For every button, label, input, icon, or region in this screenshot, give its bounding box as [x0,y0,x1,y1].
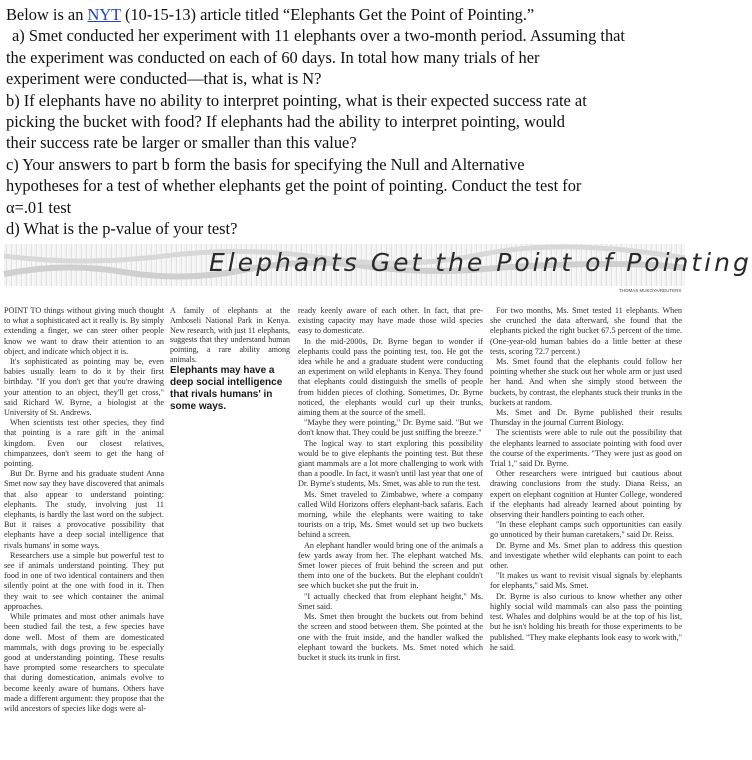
paragraph: Researchers use a simple but powerful test to see if animals understand pointing. They put food in one of two identical containers and then silently point at the one with food in it. Then they wait to see which container the animal approaches. [4,550,164,611]
question-line: experiment were conducted—that is, what is N? [6,69,322,89]
paragraph: But Dr. Byrne and his graduate student Anna Smet now say they have discovered that animals that also appear to understand pointing: elephants. The study, involving just 11 elephants, is hardly the last word on the subject. But it raises a provocative possibility that elephants have a deep social intelligence that rivals humans' in some ways. [4,469,164,550]
nyt-link[interactable]: NYT [87,5,121,24]
paragraph: "Maybe they were pointing," Dr. Byrne said. "But we don't know that. They could be just sniffing the breeze." [298,418,483,438]
photo-credit: THOMAS MUKOYA/REUTERS [619,288,682,293]
paragraph: The scientists were able to rule out the possibility that the elephants learned to associate pointing with food over the course of the experiments. "They were just as good on Trial 1," said Dr. Byrne. [490,428,682,469]
paragraph: While primates and most other animals have been studied fail the test, a few species have done well. Most of them are domesticated mammals, with dogs proving to be especially good at understanding pointing. These results have prompted some researchers to speculate that during domestication, animals evolve to become keenly aware of humans. Others have made a different argument: they propose that the wild ancestors of species like dogs were al- [4,612,164,713]
paragraph: Ms. Smet and Dr. Byrne published their results Thursday in the journal Current Biology. [490,408,682,428]
paragraph: In the mid-2000s, Dr. Byrne began to wonder if elephants could pass the pointing test, too. He got the idea while he and a graduate student were conducting an experiment on wild elephants in Kenya. They found that elephants could distinguish the smells of people from hidden pieces of clothing. Sometimes, Dr. Byrne noticed, the elephants would curl up their trunks, aiming them at the source of the smell. [298,336,483,418]
article-column-1 [4,306,164,756]
paragraph: Dr. Byrne and Ms. Smet plan to address this question and investigate whether wild elephants can point to each other. [490,540,682,571]
question-line: α=.01 test [6,197,72,217]
intro-prefix: Below is an [6,5,88,24]
paragraph: Ms. Smet traveled to Zimbabwe, where a company called Wild Horizons offers elephant-back safaris. Each morning, while the elephants were waiting to take tourists on a trip, Ms. Smet would set up two buckets behind a screen. [298,489,483,540]
paragraph: When scientists test other species, they find that pointing is a rare gift in the animal kingdom. Even our closest relatives, chimpanzees, don't seem to get the hang of pointing. [4,418,164,469]
question-line: their success rate be larger or smaller than this value? [6,133,357,153]
paragraph: Ms. Smet then brought the buckets out from behind the screen and stood between them. She pointed at the one with the fruit inside, and the handler walked the elephant toward the buckets. Ms. Smet noted which bucket it stuck its trunk in first. [298,612,483,662]
paragraph: POINT TO things without giving much thought to what a sophisticated act it really is. By simply extending a finger, we can steer other people know we want to draw their attention to an object, and indicate which object it is. [4,306,164,356]
photo-caption: A family of elephants at the Amboseli National Park in Kenya. New research, with just 11 elephants, suggests that they understand human pointing, a rare ability among animals. [170,306,290,364]
paragraph: The logical way to start exploring this possibility would be to give elephants the pointing test. But these giant mammals are a lot more challenging to work with than a poodle. In fact, it wasn't until last year that one of Dr. Byrne's students, Ms. Smet, was able to run the test. [298,438,483,489]
question-line: picking the bucket with food? If elephants had the ability to interpret pointing, would [6,112,565,132]
question-line: a) Smet conducted her experiment with 11 elephants over a two-month period. Assuming that [12,26,625,46]
question-line: b) If elephants have no ability to interpret pointing, what is their expected success rate at [6,90,587,110]
headline-band [4,244,752,286]
article-clipping [4,244,752,758]
intro-suffix: (10-15-13) article titled “Elephants Get the Point of Pointing.” [120,5,535,24]
question-line: hypotheses for a test of whether elephants get the point of pointing. Conduct the test for [6,176,582,196]
article-headline: Elephants Get the Point of Pointing [209,248,752,277]
paragraph: For two months, Ms. Smet tested 11 elephants. When she crunched the data afterward, she found that the elephants picked the right bucket 67.5 percent of the time. (One-year-old human babies do a little better at these tests, scoring 72.7 percent.) [490,306,682,356]
paragraph: An elephant handler would bring one of the animals a few yards away from her. The elephant watched Ms. Smet lower pieces of fruit behind the screen and put them into one of the buckets. But the elephant couldn't see which bucket she put the fruit in. [298,540,483,591]
question-line: c) Your answers to part b form the basis for specifying the Null and Alternative [6,154,525,174]
question-line: d) What is the p-value of your test? [6,219,238,239]
paragraph: "It makes us want to revisit visual signals by elephants for elephants," said Ms. Smet. [490,571,682,591]
article-column-2 [170,306,290,756]
paragraph: "I actually checked that from elephant height," Ms. Smet said. [298,591,483,611]
paragraph: Ms. Smet found that the elephants could follow her pointing whether she stuck out her whole arm or just used her hand. And when she simply stood between the buckets, by contrast, the elephants stuck their trunks in the buckets at random. [490,357,682,407]
question-block [6,4,684,239]
paragraph: It's sophisticated as pointing may be, even babies usually learn to do it by their first birthday. "If you don't get that you're drawing your attention to an object, they'll get cross," said Richard W. Byrne, a biologist at the University of St. Andrews. [4,357,164,418]
paragraph: ready keenly aware of each other. In fact, that pre-existing capacity may have made those wild species easy to domesticate. [298,306,483,336]
article-column-4 [490,306,682,756]
pull-quote: Elephants may have a deep social intelligence that rivals humans' in some ways. [170,364,283,412]
paragraph: Dr. Byrne is also curious to know whether any other highly social wild mammals can also pass the pointing test. Whales and dolphins would be at the top of his list, but he isn't holding his breath for those experiments to be published. "They make elephants look easy to work with," he said. [490,591,682,652]
intro-line [6,4,684,25]
paragraph: "In these elephant camps such opportunities can easily go unnoticed by their human caretakers," said Dr. Reiss. [490,520,682,540]
question-line: the experiment was conducted on each of 60 days. In total how many trials of her [6,47,540,67]
paragraph: Other researchers were intrigued but cautious about drawing conclusions from the study. Diana Reiss, an expert on elephant cognition at Hunter College, wondered if the elephants had already learned about pointing by observing their handlers pointing to each other. [490,469,682,520]
article-column-3 [298,306,483,756]
